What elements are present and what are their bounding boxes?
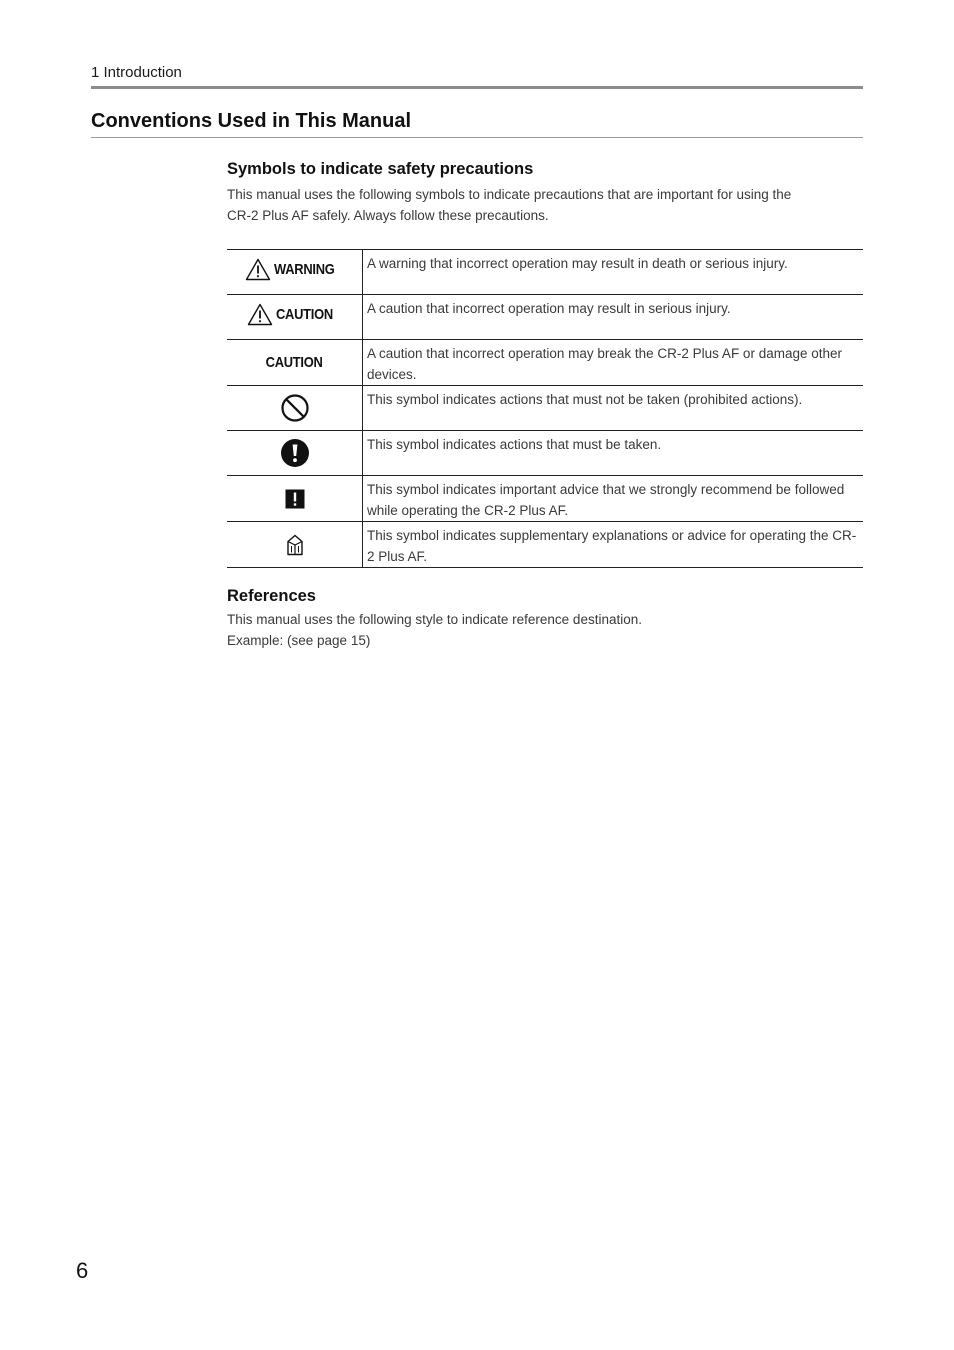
references-section	[227, 585, 863, 651]
description-cell: This symbol indicates important advice that we strongly recommend be followed while operating the CR-2 Plus AF.	[363, 476, 864, 522]
symbol-cell	[227, 522, 363, 568]
page-number: 6	[76, 1258, 89, 1283]
header-rule	[91, 86, 863, 89]
caution-label: CAUTION	[275, 306, 333, 323]
description-cell: This symbol indicates supplementary explanations or advice for operating the CR-2 Plus AF.	[363, 522, 864, 568]
safety-intro-line1: This manual uses the following symbols to indicate precautions that are important for using the	[227, 187, 792, 202]
table-row	[227, 431, 863, 476]
table-row	[227, 386, 863, 431]
safety-intro-line2: CR-2 Plus AF safely. Always follow these precautions.	[227, 208, 549, 223]
title-rule	[91, 137, 863, 138]
description-cell: A warning that incorrect operation may result in death or serious injury.	[363, 250, 864, 295]
references-example: Example: (see page 15)	[227, 633, 371, 648]
references-line1: This manual uses the following style to indicate reference destination.	[227, 612, 642, 627]
references-body	[227, 609, 863, 651]
description-cell: This symbol indicates actions that must not be taken (prohibited actions).	[363, 386, 864, 431]
important-square-icon	[285, 489, 305, 509]
symbol-cell	[227, 250, 363, 295]
references-heading: References	[227, 587, 316, 605]
safety-intro	[227, 184, 863, 226]
table-row	[227, 295, 863, 340]
warning-label: WARNING	[273, 261, 335, 278]
table-row	[227, 476, 863, 522]
symbol-cell	[227, 476, 363, 522]
warning-triangle-icon	[245, 258, 271, 281]
description-cell: This symbol indicates actions that must be taken.	[363, 431, 864, 476]
symbol-cell	[227, 295, 363, 340]
description-cell: A caution that incorrect operation may break the CR-2 Plus AF or damage other devices.	[363, 340, 864, 386]
safety-heading: Symbols to indicate safety precautions	[227, 160, 534, 178]
description-cell: A caution that incorrect operation may result in serious injury.	[363, 295, 864, 340]
prohibited-icon	[280, 393, 310, 423]
section-title: Conventions Used in This Manual	[91, 110, 412, 132]
memo-icon	[286, 534, 304, 556]
table-row	[227, 250, 863, 295]
mandatory-action-icon	[280, 438, 310, 468]
content	[227, 158, 863, 651]
symbol-cell	[227, 340, 363, 386]
caution-label: CAUTION	[266, 353, 323, 371]
symbols-table	[227, 249, 863, 568]
table-row	[227, 340, 863, 386]
running-head: 1 Introduction	[91, 64, 182, 81]
symbol-cell	[227, 431, 363, 476]
symbol-cell	[227, 386, 363, 431]
table-row	[227, 522, 863, 568]
warning-triangle-icon	[247, 303, 273, 326]
